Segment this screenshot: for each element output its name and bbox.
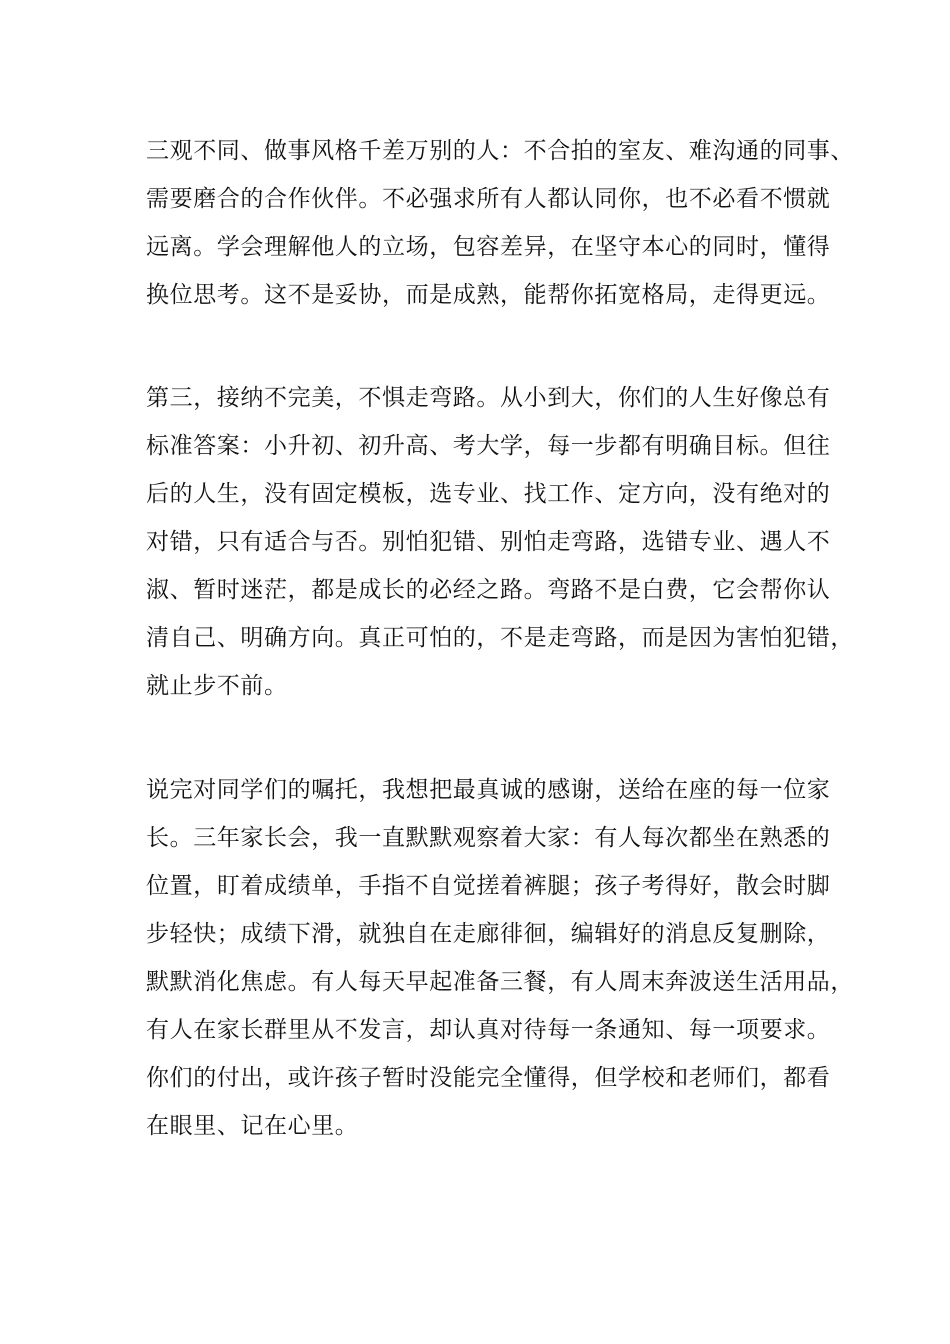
paragraph-line: 说完对同学们的嘱托，我想把最真诚的感谢，送给在座的每一位家 <box>146 777 831 803</box>
paragraph-line: 你们的付出，或许孩子暂时没能完全懂得，但学校和老师们，都看 <box>146 1065 831 1091</box>
paragraph-line: 三观不同、做事风格千差万别的人：不合拍的室友、难沟通的同事、 <box>146 138 854 164</box>
paragraph-2 <box>146 374 854 710</box>
paragraph-3 <box>146 766 854 1150</box>
paragraph-line: 需要磨合的合作伙伴。不必强求所有人都认同你，也不必看不惯就 <box>146 186 831 212</box>
paragraph-line: 有人在家长群里从不发言，却认真对待每一条通知、每一项要求。 <box>146 1017 831 1043</box>
paragraph-line: 对错，只有适合与否。别怕犯错、别怕走弯路，选错专业、遇人不 <box>146 529 831 555</box>
paragraph-line: 换位思考。这不是妥协，而是成熟，能帮你拓宽格局，走得更远。 <box>146 282 831 308</box>
paragraph-line: 标准答案：小升初、初升高、考大学，每一步都有明确目标。但往 <box>146 433 831 459</box>
paragraph-line: 长。三年家长会，我一直默默观察着大家：有人每次都坐在熟悉的 <box>146 825 831 851</box>
paragraph-line: 就止步不前。 <box>146 673 288 699</box>
paragraph-line: 位置，盯着成绩单，手指不自觉搓着裤腿；孩子考得好，散会时脚 <box>146 873 831 899</box>
paragraph-line: 后的人生，没有固定模板，选专业、找工作、定方向，没有绝对的 <box>146 481 831 507</box>
paragraph-1 <box>146 127 854 319</box>
paragraph-line: 远离。学会理解他人的立场，包容差异，在坚守本心的同时，懂得 <box>146 234 831 260</box>
paragraph-line: 清自己、明确方向。真正可怕的，不是走弯路，而是因为害怕犯错， <box>146 625 854 651</box>
paragraph-line: 默默消化焦虑。有人每天早起准备三餐，有人周末奔波送生活用品， <box>146 969 854 995</box>
paragraph-line: 步轻快；成绩下滑，就独自在走廊徘徊，编辑好的消息反复删除， <box>146 921 831 947</box>
paragraph-line: 第三，接纳不完美，不惧走弯路。从小到大，你们的人生好像总有 <box>146 385 831 411</box>
paragraph-line: 淑、暂时迷茫，都是成长的必经之路。弯路不是白费，它会帮你认 <box>146 577 831 603</box>
paragraph-line: 在眼里、记在心里。 <box>146 1113 359 1139</box>
